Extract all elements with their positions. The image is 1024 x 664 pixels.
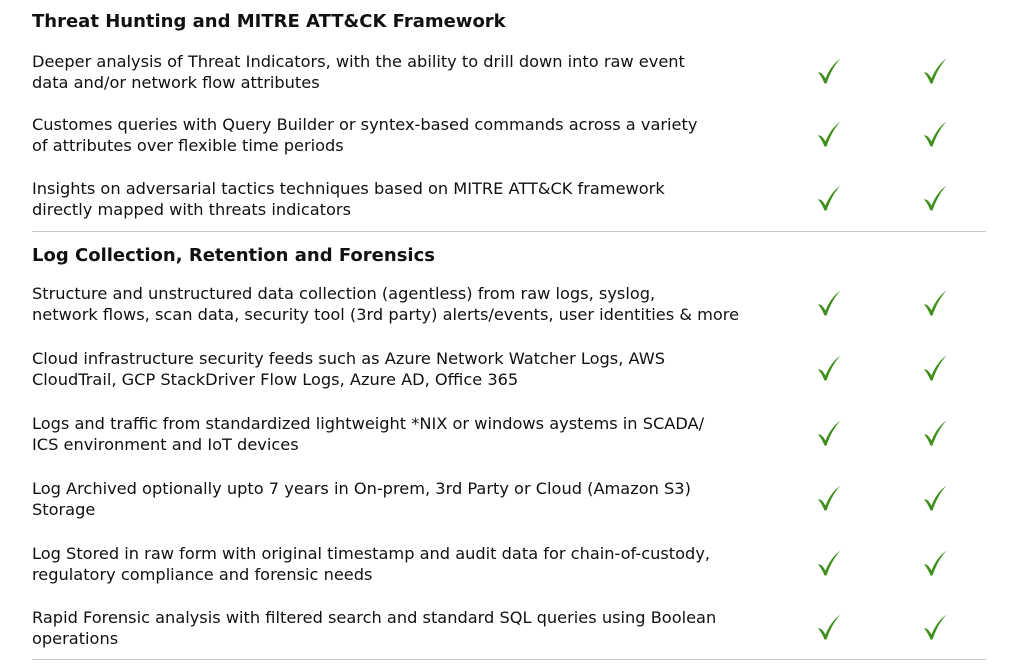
feature-description: Cloud infrastructure security feeds such as Azure Network Watcher Logs, AWS CloudTrail, GCP StackDriver Flow Logs, Azure AD, Office 365 [32, 349, 665, 389]
included-check-icon [922, 289, 948, 317]
included-check-icon [816, 120, 842, 148]
included-check-icon [816, 57, 842, 85]
included-check-icon [922, 549, 948, 577]
included-check-icon [816, 484, 842, 512]
included-check-icon [922, 354, 948, 382]
feature-description: Rapid Forensic analysis with filtered search and standard SQL queries using Boolean operations [32, 608, 717, 648]
included-check-icon [816, 613, 842, 641]
section-divider [32, 659, 986, 660]
feature-row [0, 607, 1024, 651]
included-check-icon [816, 184, 842, 212]
included-check-icon [816, 354, 842, 382]
feature-row [0, 114, 1024, 158]
included-check-icon [922, 419, 948, 447]
included-check-icon [816, 289, 842, 317]
feature-row [0, 51, 1024, 95]
included-check-icon [922, 613, 948, 641]
feature-description: Logs and traffic from standardized lightweight *NIX or windows aystems in SCADA/ ICS environment and IoT devices [32, 414, 705, 454]
included-check-icon [922, 120, 948, 148]
section-title-log-collection: Log Collection, Retention and Forensics [32, 245, 435, 266]
feature-row [0, 283, 1024, 327]
section-divider [32, 231, 986, 232]
feature-row [0, 348, 1024, 392]
feature-description: Log Stored in raw form with original timestamp and audit data for chain-of-custody, regulatory compliance and forensic needs [32, 544, 711, 584]
feature-description: Log Archived optionally upto 7 years in On-prem, 3rd Party or Cloud (Amazon S3) Storage [32, 479, 691, 519]
feature-description: Deeper analysis of Threat Indicators, with the ability to drill down into raw event data and/or network flow attributes [32, 52, 685, 92]
included-check-icon [922, 484, 948, 512]
included-check-icon [922, 184, 948, 212]
section-title-threat-hunting: Threat Hunting and MITRE ATT&CK Framework [32, 11, 506, 32]
feature-description: Customes queries with Query Builder or syntex-based commands across a variety of attributes over flexible time periods [32, 115, 698, 155]
feature-row [0, 543, 1024, 587]
included-check-icon [816, 549, 842, 577]
feature-row [0, 478, 1024, 522]
feature-row [0, 413, 1024, 457]
feature-description: Insights on adversarial tactics techniques based on MITRE ATT&CK framework directly mapped with threats indicators [32, 179, 665, 219]
feature-description: Structure and unstructured data collection (agentless) from raw logs, syslog, network flows, scan data, security tool (3rd party) alerts/events, user identities & more [32, 284, 740, 324]
included-check-icon [922, 57, 948, 85]
included-check-icon [816, 419, 842, 447]
feature-row [0, 178, 1024, 222]
